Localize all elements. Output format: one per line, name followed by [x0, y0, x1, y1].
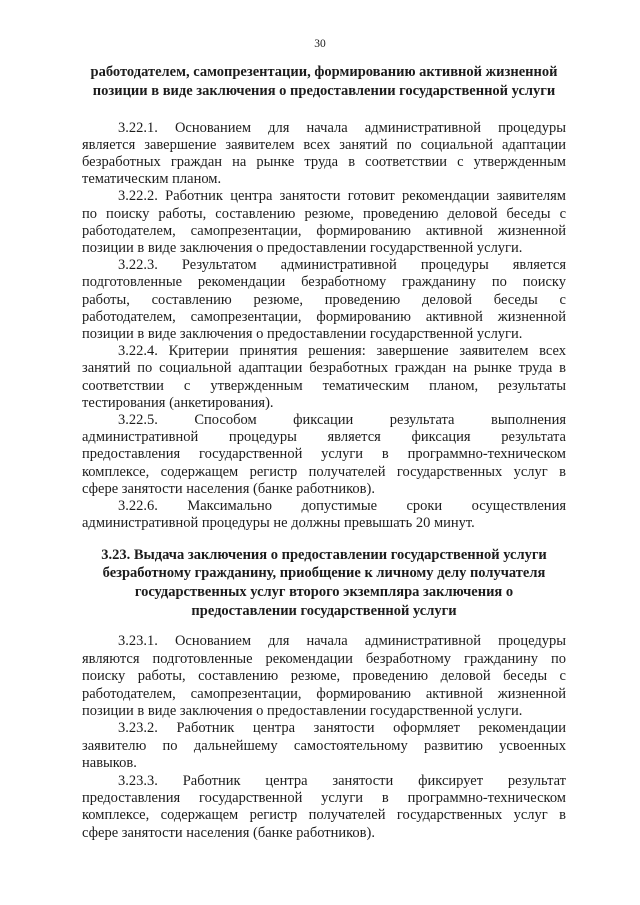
paragraph-line: 3.22.2. Работник центра занятости готовит рекомендации заявителям: [118, 188, 566, 205]
paragraph-line: административной процедуры является фиксация результата: [82, 429, 566, 446]
paragraph-3-22-3: [82, 257, 566, 343]
heading-line: предоставлении государственной услуги: [191, 602, 457, 619]
section-heading-3-23: [82, 546, 566, 621]
paragraph-line: тестирования (анкетирования).: [82, 394, 274, 411]
paragraph-line: позиции в виде заключения о предоставлении государственной услуги.: [82, 703, 523, 720]
heading-line: 3.23. Выдача заключения о предоставлении государственной услуги: [101, 546, 547, 563]
paragraph-3-22-1: [82, 120, 566, 189]
paragraph-line: комплексе, содержащем регистр получателей государственных услуг в: [82, 463, 566, 480]
paragraph-line: соответствии с утвержденным тематическим планом, результаты: [82, 377, 566, 394]
paragraph-line: является завершение заявителем всех занятий по социальной адаптации: [82, 136, 566, 153]
paragraph-3-22-6: [82, 498, 566, 532]
section-3-23-body: [82, 633, 566, 842]
paragraph-line: тематическим планом.: [82, 171, 222, 188]
paragraph-line: 3.23.3. Работник центра занятости фиксирует результат: [118, 772, 566, 789]
heading-line: безработному гражданину, приобщение к личному делу получателя: [102, 565, 546, 582]
paragraph-3-23-3: [82, 773, 566, 843]
paragraph-3-23-1: [82, 633, 566, 720]
paragraph-line: 3.22.6. Максимально допустимые сроки осуществления: [118, 497, 566, 514]
paragraph-line: являются подготовленные рекомендации безработному гражданину по: [82, 650, 566, 667]
heading-line: государственных услуг второго экземпляра заключения о: [134, 584, 514, 601]
paragraph-line: комплексе, содержащем регистр получателей государственных услуг в: [82, 807, 566, 824]
section-heading-continued: [82, 63, 566, 101]
paragraph-line: работы, составлению резюме, проведению деловой беседы с: [82, 291, 566, 308]
paragraph-line: поиску работы, составлению резюме, проведению деловой беседы с: [82, 668, 566, 685]
paragraph-line: 3.23.1. Основанием для начала административной процедуры: [118, 633, 566, 650]
paragraph-line: позиции в виде заключения о предоставлении государственной услуги.: [82, 239, 523, 256]
paragraph-line: 3.23.2. Работник центра занятости оформляет рекомендации: [118, 720, 566, 737]
heading-line: позиции в виде заключения о предоставлении государственной услуги: [92, 82, 556, 99]
paragraph-line: позиции в виде заключения о предоставлении государственной услуги.: [82, 325, 523, 342]
paragraph-line: 3.22.4. Критерии принятия решения: завершение заявителем всех: [118, 343, 566, 360]
paragraph-3-22-2: [82, 188, 566, 257]
paragraph-line: административной процедуры не должны превышать 20 минут.: [82, 515, 475, 532]
section-3-22-body: [82, 120, 566, 533]
paragraph-line: занятий по социальной адаптации безработных граждан на рынке труда в: [82, 360, 566, 377]
paragraph-line: заявителю по дальнейшему самостоятельному развитию усвоенных: [82, 737, 566, 754]
paragraph-line: подготовленные рекомендации безработному гражданину по поиску: [82, 274, 566, 291]
paragraph-line: 3.22.1. Основанием для начала административной процедуры: [118, 119, 566, 136]
paragraph-line: 3.22.5. Способом фиксации результата выполнения: [118, 411, 566, 428]
paragraph-line: навыков.: [82, 755, 137, 772]
paragraph-line: работодателем, самопрезентации, формированию активной жизненной: [82, 685, 566, 702]
paragraph-line: безработных граждан на рынке труда в соответствии с утвержденным: [82, 153, 566, 170]
paragraph-line: 3.22.3. Результатом административной процедуры является: [118, 257, 566, 274]
paragraph-line: по поиску работы, составлению резюме, проведению деловой беседы с: [82, 205, 566, 222]
heading-line: работодателем, самопрезентации, формированию активной жизненной: [90, 63, 558, 80]
paragraph-line: предоставления государственной услуги в программно-техническом: [82, 446, 566, 463]
paragraph-3-23-2: [82, 720, 566, 772]
paragraph-line: работодателем, самопрезентации, формированию активной жизненной: [82, 308, 566, 325]
paragraph-3-22-5: [82, 412, 566, 498]
page-number: 30: [314, 38, 326, 50]
paragraph-line: сфере занятости населения (банке работников).: [82, 480, 375, 497]
paragraph-line: сфере занятости населения (банке работников).: [82, 824, 375, 841]
paragraph-line: работодателем, самопрезентации, формированию активной жизненной: [82, 222, 566, 239]
paragraph-line: предоставления государственной услуги в программно-техническом: [82, 790, 566, 807]
paragraph-3-22-4: [82, 343, 566, 412]
